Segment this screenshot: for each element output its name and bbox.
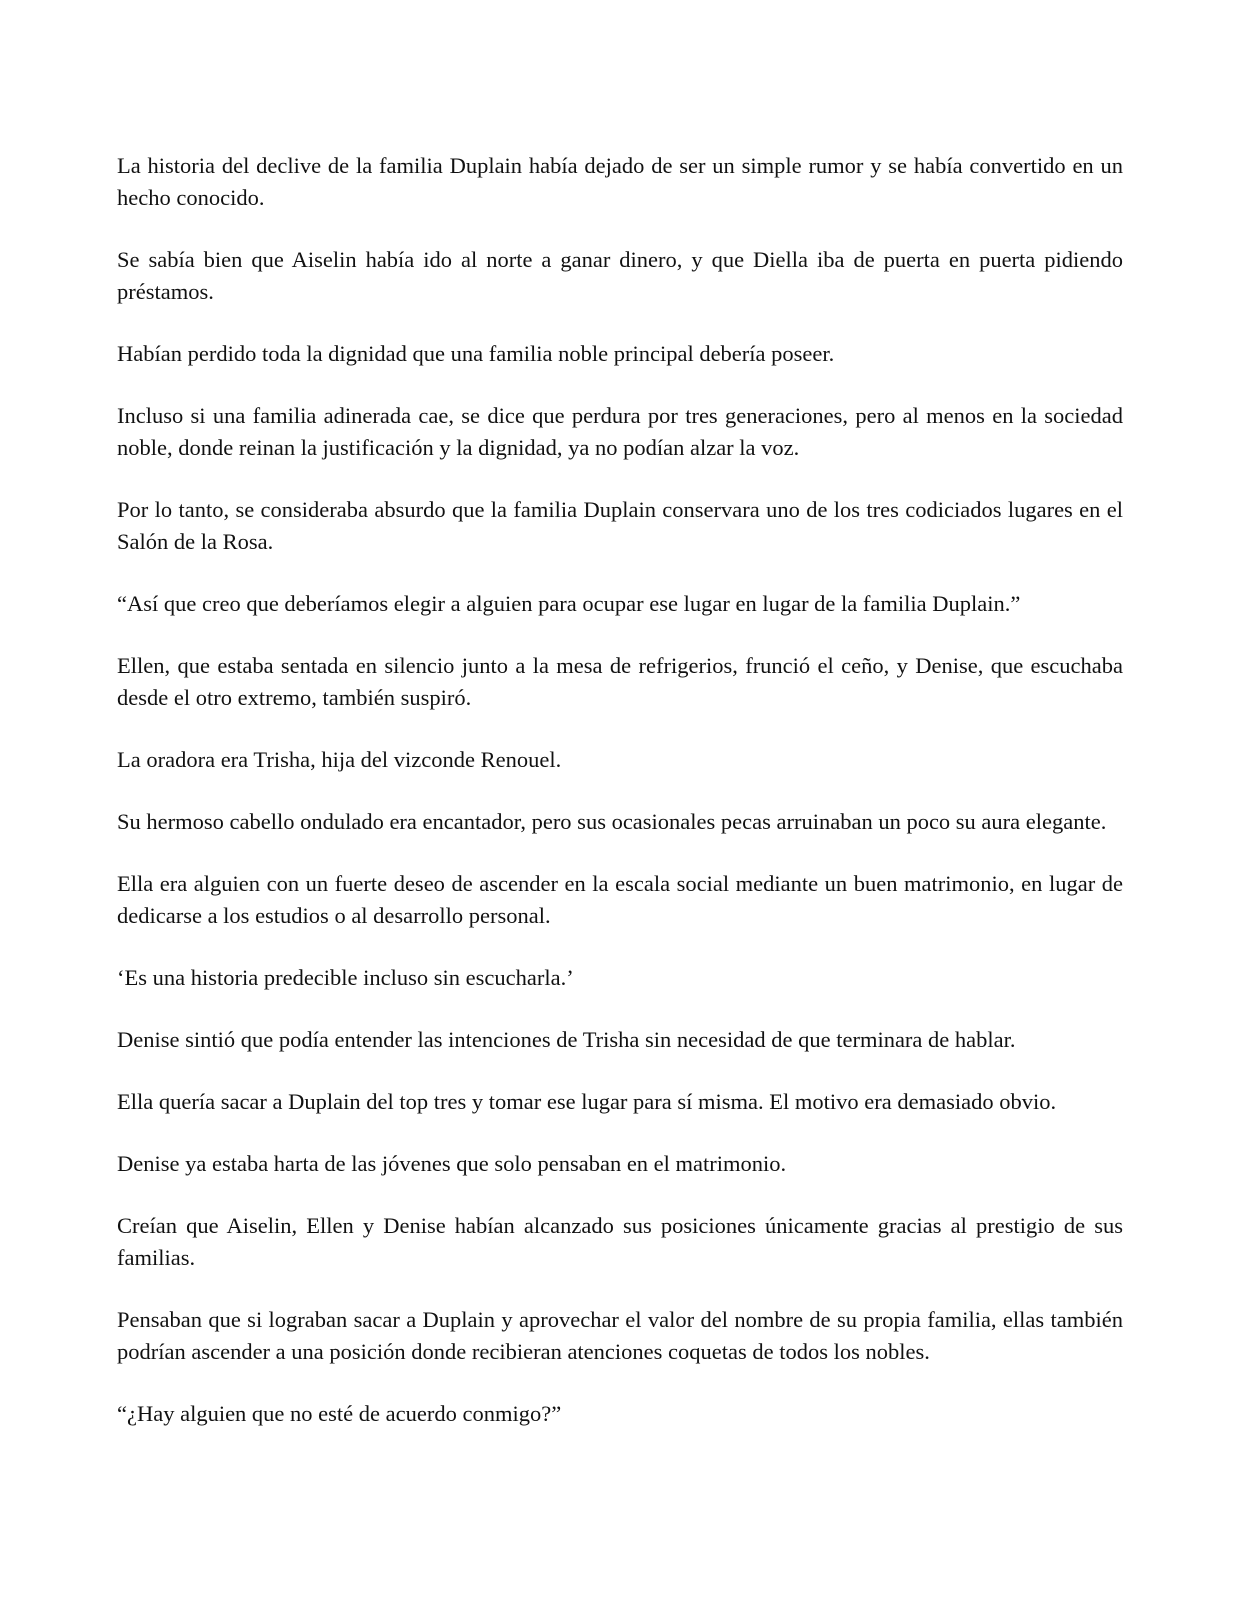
- paragraph-8: La oradora era Trisha, hija del vizconde Renouel.: [117, 747, 562, 772]
- document-body: [117, 150, 1123, 1430]
- paragraph-11: ‘Es una historia predecible incluso sin escucharla.’: [117, 965, 574, 990]
- paragraph-9: Su hermoso cabello ondulado era encantador, pero sus ocasionales pecas arruinaban un poco su aura elegante.: [117, 809, 1107, 834]
- paragraph-13: Ella quería sacar a Duplain del top tres y tomar ese lugar para sí misma. El motivo era demasiado obvio.: [117, 1089, 1057, 1114]
- paragraph-10: Ella era alguien con un fuerte deseo de ascender en la escala social mediante un buen matrimonio, en lugar de dedicarse a los estudios o al desarrollo personal.: [117, 871, 1123, 928]
- paragraph-1: La historia del declive de la familia Duplain había dejado de ser un simple rumor y se había convertido en un hecho conocido.: [117, 153, 1123, 210]
- paragraph-17: “¿Hay alguien que no esté de acuerdo conmigo?”: [117, 1401, 562, 1426]
- paragraph-12: Denise sintió que podía entender las intenciones de Trisha sin necesidad de que terminara de hablar.: [117, 1027, 1016, 1052]
- paragraph-2: Se sabía bien que Aiselin había ido al norte a ganar dinero, y que Diella iba de puerta en puerta pidiendo préstamos.: [117, 247, 1123, 304]
- paragraph-15: Creían que Aiselin, Ellen y Denise habían alcanzado sus posiciones únicamente gracias al prestigio de sus familias.: [117, 1213, 1123, 1270]
- paragraph-16: Pensaban que si lograban sacar a Duplain y aprovechar el valor del nombre de su propia familia, ellas también podrían ascender a una posición donde recibieran atenciones coquetas de todos los nobles.: [117, 1307, 1123, 1364]
- paragraph-7: Ellen, que estaba sentada en silencio junto a la mesa de refrigerios, frunció el ceño, y Denise, que escuchaba desde el otro extremo, también suspiró.: [117, 653, 1123, 710]
- paragraph-6: “Así que creo que deberíamos elegir a alguien para ocupar ese lugar en lugar de la familia Duplain.”: [117, 591, 1021, 616]
- paragraph-5: Por lo tanto, se consideraba absurdo que la familia Duplain conservara uno de los tres codiciados lugares en el Salón de la Rosa.: [117, 497, 1123, 554]
- paragraph-14: Denise ya estaba harta de las jóvenes que solo pensaban en el matrimonio.: [117, 1151, 787, 1176]
- paragraph-4: Incluso si una familia adinerada cae, se dice que perdura por tres generaciones, pero al menos en la sociedad noble, donde reinan la justificación y la dignidad, ya no podían alzar la voz.: [117, 403, 1123, 460]
- paragraph-3: Habían perdido toda la dignidad que una familia noble principal debería poseer.: [117, 341, 835, 366]
